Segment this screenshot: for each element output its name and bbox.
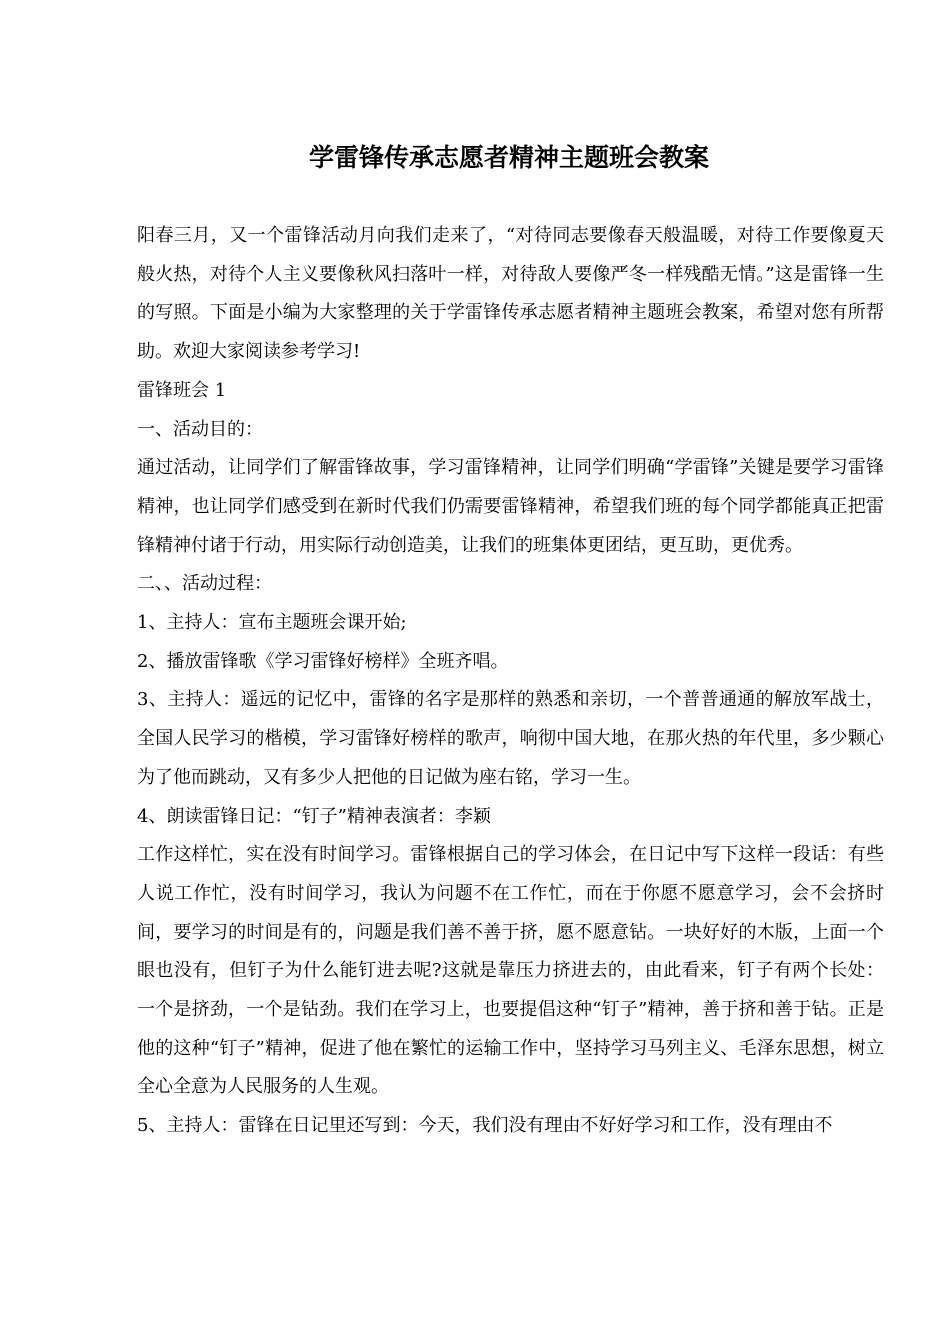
diary-paragraph: 工作这样忙，实在没有时间学习。雷锋根据自己的学习体会，在日记中写下这样一段话：有些人说工作忙，没有时间学习，我认为问题不在工作忙，而在于你愿不愿意学习，会不会挤时间，要学习的时间是有的，问题是我们善不善于挤，愿不愿意钻。一块好好的木版，上面一个眼也没有，但钉子为什么能钉进去呢?这就是靠压力挤进去的，由此看来，钉子有两个长处：一个是挤劲，一个是钻劲。我们在学习上，也要提倡这种“钉子”精神，善于挤和善于钻。正是他的这种“钉子”精神，促进了他在繁忙的运输工作中，坚持学习马列主义、毛泽东思想，树立全心全意为人民服务的人生观。: [137, 844, 884, 1098]
process-step-2: 2、播放雷锋歌《学习雷锋好榜样》全班齐唱。: [137, 650, 509, 672]
process-step-1: 1、主持人：宣布主题班会课开始;: [137, 612, 407, 634]
process-step-4: 4、朗读雷锋日记：“钉子”精神表演者：李颖: [137, 805, 491, 827]
intro-paragraph: 阳春三月，又一个雷锋活动月向我们走来了，“对待同志要像春天般温暖，对待工作要像夏天般火热，对待个人主义要像秋风扫落叶一样，对待敌人要像严冬一样残酷无情。”这是雷锋一生的写照。下面是小编为大家整理的关于学雷锋传承志愿者精神主题班会教案，希望对您有所帮助。欢迎大家阅读参考学习!: [137, 225, 884, 363]
document-title: 学雷锋传承志愿者精神主题班会教案: [308, 143, 709, 172]
section-heading-class-meeting-1: 雷锋班会 1: [137, 379, 227, 401]
document-body: [137, 217, 884, 1146]
purpose-paragraph: 通过活动，让同学们了解雷锋故事，学习雷锋精神，让同学们明确“学雷锋”关键是要学习雷锋精神，也让同学们感受到在新时代我们仍需要雷锋精神，希望我们班的每个同学都能真正把雷锋精神付诸于行动，用实际行动创造美，让我们的班集体更团结，更互助，更优秀。: [137, 457, 884, 556]
section-heading-purpose: 一、活动目的：: [137, 418, 263, 440]
section-heading-process: 二、、活动过程：: [137, 573, 272, 595]
process-step-5: 5、主持人：雷锋在日记里还写到：今天，我们没有理由不好好学习和工作，没有理由不: [137, 1115, 833, 1137]
process-step-3: 3、主持人：遥远的记忆中，雷锋的名字是那样的熟悉和亲切，一个普普通通的解放军战士，全国人民学习的楷模，学习雷锋好榜样的歌声，响彻中国大地，在那火热的年代里，多少颗心为了他而跳动，又有多少人把他的日记做为座右铭，学习一生。: [137, 689, 884, 788]
